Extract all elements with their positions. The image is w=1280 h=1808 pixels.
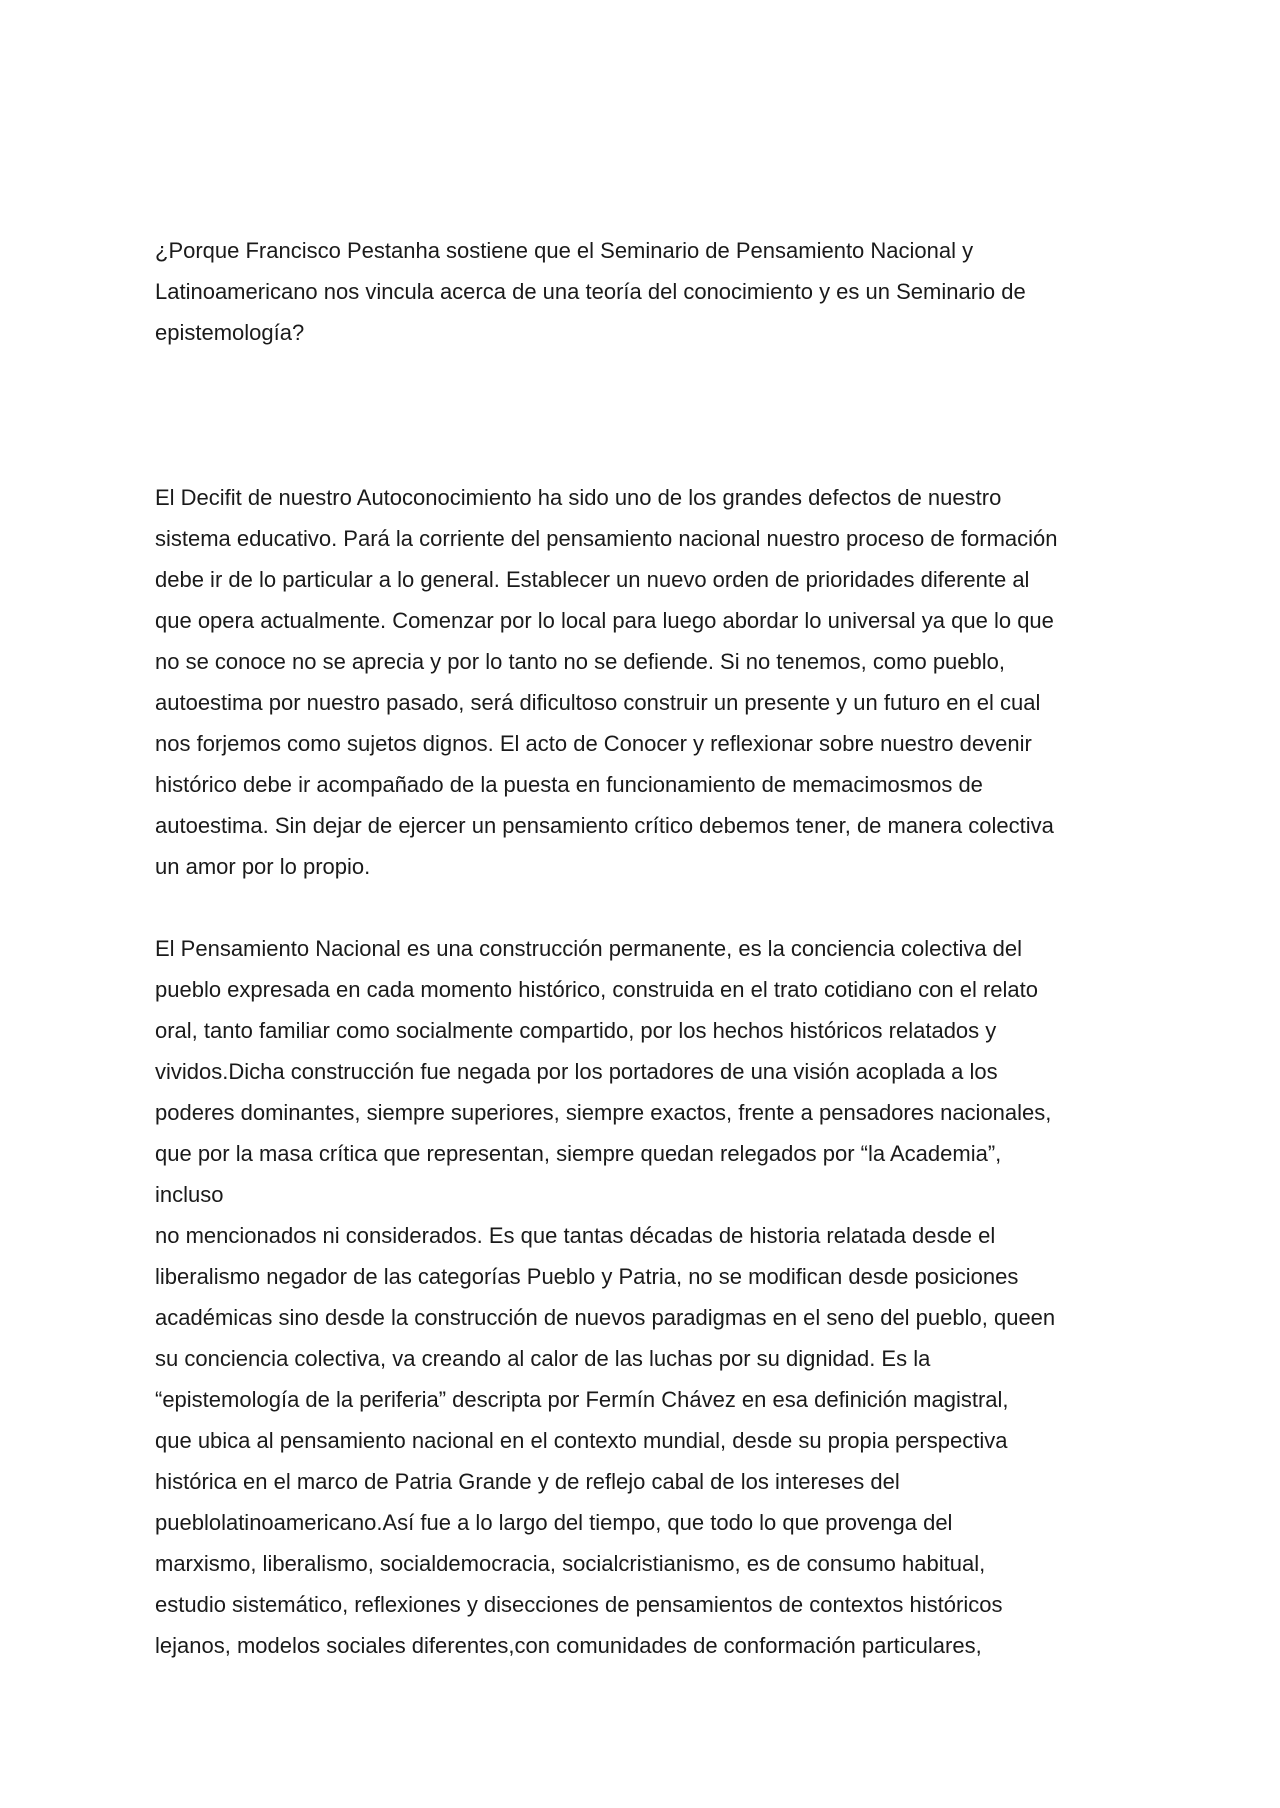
paragraph-line: histórico debe ir acompañado de la puesta en funcionamiento de memacimosmos de — [155, 772, 983, 797]
paragraph-autoconocimiento — [155, 477, 1135, 887]
paragraph-line: pueblo expresada en cada momento histórico, construida en el trato cotidiano con el relato — [155, 977, 1038, 1002]
paragraph-line: oral, tanto familiar como socialmente compartido, por los hechos históricos relatados y — [155, 1018, 997, 1043]
paragraph-line: El Pensamiento Nacional es una construcción permanente, es la conciencia colectiva del — [155, 936, 1023, 961]
paragraph-line: “epistemología de la periferia” descripta por Fermín Chávez en esa definición magistral, — [155, 1387, 1009, 1412]
paragraph-line: histórica en el marco de Patria Grande y de reflejo cabal de los intereses del — [155, 1469, 900, 1494]
paragraph-line: estudio sistemático, reflexiones y disecciones de pensamientos de contextos históricos — [155, 1592, 1003, 1617]
paragraph-line: académicas sino desde la construcción de nuevos paradigmas en el seno del pueblo, queen — [155, 1305, 1056, 1330]
paragraph-pensamiento-nacional — [155, 928, 1135, 1666]
paragraph-line: autoestima. Sin dejar de ejercer un pensamiento crítico debemos tener, de manera colectiva — [155, 813, 1054, 838]
paragraph-line: que por la masa crítica que representan, siempre quedan relegados por “la Academia”, — [155, 1141, 1002, 1166]
paragraph-line: marxismo, liberalismo, socialdemocracia, socialcristianismo, es de consumo habitual, — [155, 1551, 986, 1576]
paragraph-line: debe ir de lo particular a lo general. Establecer un nuevo orden de prioridades diferente al — [155, 567, 1030, 592]
paragraph-line: pueblolatinoamericano.Así fue a lo largo del tiempo, que todo lo que provenga del — [155, 1510, 953, 1535]
paragraph-line: su conciencia colectiva, va creando al calor de las luchas por su dignidad. Es la — [155, 1346, 931, 1371]
paragraph-line: liberalismo negador de las categorías Pueblo y Patria, no se modifican desde posiciones — [155, 1264, 1019, 1289]
question-line: Latinoamericano nos vincula acerca de una teoría del conocimiento y es un Seminario de — [155, 279, 1026, 304]
paragraph-line: sistema educativo. Pará la corriente del pensamiento nacional nuestro proceso de formación — [155, 526, 1058, 551]
paragraph-line: un amor por lo propio. — [155, 854, 371, 879]
question-line: epistemología? — [155, 320, 305, 345]
paragraph-line: incluso — [155, 1182, 224, 1207]
paragraph-line: vividos.Dicha construcción fue negada por los portadores de una visión acoplada a los — [155, 1059, 998, 1084]
question-heading — [155, 230, 1135, 353]
paragraph-line: El Decifit de nuestro Autoconocimiento ha sido uno de los grandes defectos de nuestro — [155, 485, 1002, 510]
paragraph-line: no mencionados ni considerados. Es que tantas décadas de historia relatada desde el — [155, 1223, 996, 1248]
paragraph-line: que opera actualmente. Comenzar por lo local para luego abordar lo universal ya que lo que — [155, 608, 1054, 633]
paragraph-line: poderes dominantes, siempre superiores, siempre exactos, frente a pensadores nacionales, — [155, 1100, 1052, 1125]
paragraph-line: que ubica al pensamiento nacional en el contexto mundial, desde su propia perspectiva — [155, 1428, 1008, 1453]
paragraph-line: autoestima por nuestro pasado, será dificultoso construir un presente y un futuro en el cual — [155, 690, 1041, 715]
question-line: ¿Porque Francisco Pestanha sostiene que el Seminario de Pensamiento Nacional y — [155, 238, 974, 263]
paragraph-line: lejanos, modelos sociales diferentes,con comunidades de conformación particulares, — [155, 1633, 982, 1658]
paragraph-line: nos forjemos como sujetos dignos. El acto de Conocer y reflexionar sobre nuestro devenir — [155, 731, 1032, 756]
paragraph-line: no se conoce no se aprecia y por lo tanto no se defiende. Si no tenemos, como pueblo, — [155, 649, 1005, 674]
